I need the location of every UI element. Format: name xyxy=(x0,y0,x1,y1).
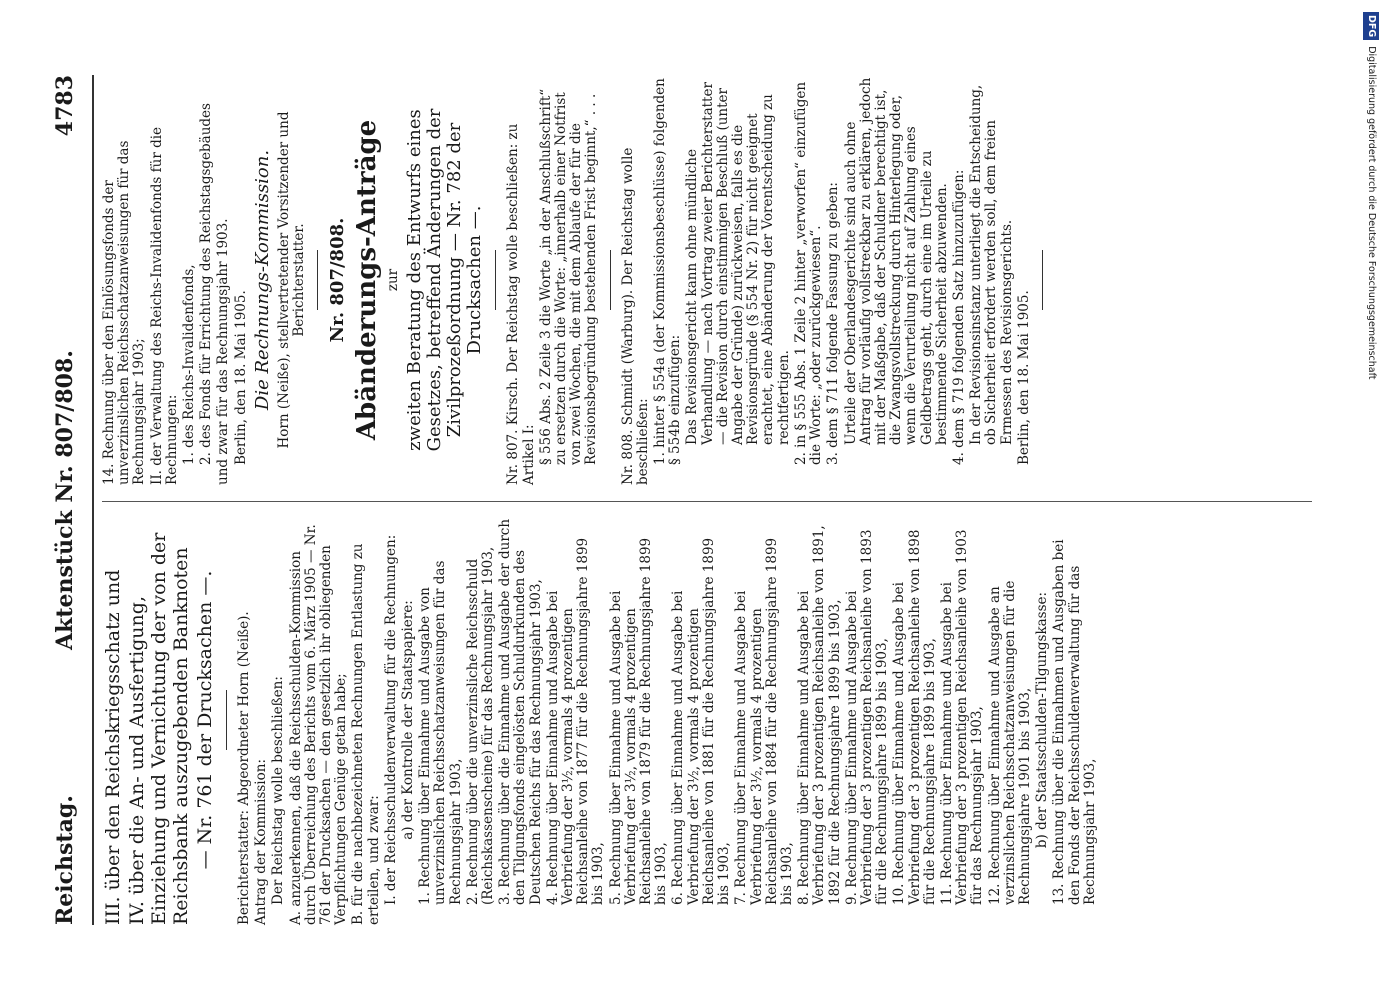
left-para: 2. Rechnung über die unverzinsliche Reichsschuld (Reichskassenscheine) für das Rechnungsjahr 1903, xyxy=(464,546,497,905)
left-para: a) der Kontrolle der Staatspapiere: xyxy=(400,600,417,840)
left-para: III. über den Reichskriegsschatz und xyxy=(102,569,124,925)
nr808-item: Urteile der Oberlandesgerichte sind auch ohne Antrag für vorläufig vollstreckbar zu erklären, jedoch mit der Maßgabe, daß der Schuldner berechtigt ist, die Zwangsvollstreckung durch Hinterlegung oder, wenn die Verurteilung nicht auf Zahlung eines Geldbetrags geht, durch eine im Urteile zu bestimmende Sicherheit abzuwenden. xyxy=(842,77,950,445)
zur-label: zur xyxy=(385,268,402,292)
separator xyxy=(610,250,611,310)
left-para: — Nr. 761 der Drucksachen —. xyxy=(194,570,216,870)
left-para: 4. Rechnung über Einnahme und Ausgabe bei Verbriefung der 3½, vormals 4 prozentigen Reichsanleihe von 1877 für die Rechnungsjahre 1899 bis 1903, xyxy=(544,537,607,905)
page-number: 4783 xyxy=(52,75,78,137)
column-divider xyxy=(102,501,1312,502)
right-para: II. der Verwaltung des Reichs-Invalidenfonds für die Rechnungen: xyxy=(148,126,180,485)
nr808-item: In der Revisionsinstanz unterliegt die Entscheidung, ob Sicherheit erfordert werden soll, dem freien Ermessen des Revisionsgerichts. xyxy=(968,84,1015,445)
left-para: 11. Rechnung über Einnahme und Ausgabe bei Verbriefung der 3 prozentigen Reichsanleihe von 1903 für das Rechnungsjahr 1903, xyxy=(938,529,986,905)
right-para: 14. Rechnung über den Einlösungsfonds der unverzinslichen Reichsschatzanweisungen für das Rechnungsjahr 1903; xyxy=(101,140,148,485)
right-para: und zwar für das Rechnungsjahr 1903. xyxy=(215,218,232,485)
nr808-item: 3. dem § 711 folgende Fassung zu geben: xyxy=(825,182,842,465)
left-column xyxy=(102,515,1100,925)
commission-title: Die Rechnungs-Kommission. xyxy=(251,149,273,411)
left-para: I. der Reichsschuldenverwaltung für die Rechnungen: xyxy=(382,534,399,905)
left-para: 5. Rechnung über Einnahme und Ausgabe bei Verbriefung der 3½, vormals 4 prozentigen Reichsanleihe von 1879 für die Rechnungsjahre 1899 bis 1903, xyxy=(607,537,670,905)
signers: Horn (Neiße), stellvertretender Vorsitzender und Berichterstatter. xyxy=(275,111,308,449)
left-para: 10. Rechnung über Einnahme und Ausgabe bei Verbriefung der 3 prozentigen Reichsanleihe von 1898 für die Rechnungsjahre 1899 bis 1903, xyxy=(891,529,938,905)
date-line: Berlin, den 18. Mai 1905. xyxy=(232,290,249,465)
header-rule xyxy=(92,75,94,925)
nr808-item: Das Revisionsgericht kann ohne mündliche Verhandlung — nach Vortrag zweier Berichterstatter — die Revision durch einstimmigen Beschluß (unter Angabe der Gründe) zurückweisen, falls es die Revisionsgründe (§ 554 Nr. 2) für nicht geeignet erachtet, eine Abänderung der Vorentscheidung zu rechtfertigen. xyxy=(684,82,792,445)
left-para: B. für die nachbezeichneten Rechnungen Entlastung zu erteilen, und zwar: xyxy=(350,543,382,925)
nr808-item: 1. hinter § 554a (der Kommissionsbeschlüsse) folgenden § 554b einzufügen: xyxy=(652,78,684,465)
left-para: Berichterstatter: Abgeordneter Horn (Neiße). xyxy=(236,611,252,925)
left-para: 8. Rechnung über Einnahme und Ausgabe bei Verbriefung der 3 prozentigen Reichsanleihe von 1891, 1892 für die Rechnungsjahre 1899 bis 1903, xyxy=(796,525,843,905)
right-para: 1. des Reichs-Invalidenfonds, xyxy=(181,264,198,465)
left-para: 3. Rechnung über die Einnahme und Ausgabe der durch den Tilgungsfonds eingelösten Schuldurkunden des Deutschen Reichs für das Rechnungsjahr 1903, xyxy=(497,518,544,905)
right-column xyxy=(102,75,1053,485)
left-para: Der Reichstag wolle beschließen: xyxy=(270,676,287,905)
left-para: Antrag der Kommission: xyxy=(253,759,270,925)
left-para: IV. über die An- und Ausfertigung, Einziehung und Vernichtung der von der Reichsbank auszugebenden Banknoten xyxy=(126,532,192,925)
left-para: A. anzuerkennen, daß die Reichsschulden-Kommission durch Überreichung des Berichts vom 6. März 1905 — Nr. 761 der Drucksachen — den gesetzlich ihr obliegenden Verpflichtungen Genüge getan habe; xyxy=(287,524,350,925)
left-para: 1. Rechnung über Einnahme und Ausgabe von unverzinslichen Reichsschatzanweisungen für das Rechnungsjahr 1903, xyxy=(417,560,464,905)
document-sheet xyxy=(40,35,1340,965)
separator xyxy=(317,250,318,310)
left-para: 9. Rechnung über Einnahme und Ausgabe bei Verbriefung der 3 prozentigen Reichsanleihe von 1893 für die Rechnungsjahre 1899 bis 1903, xyxy=(843,529,891,905)
separator xyxy=(495,250,496,310)
left-para: 12. Rechnung über Einnahme und Ausgabe an verzinslichen Reichsschatzanweisungen für die Rechnungsjahre 1901 bis 1903, xyxy=(986,580,1033,905)
nr808-item: 2. in § 555 Abs. 1 Zeile 2 hinter „verworfen“ einzufügen die Worte: „oder zurückgewiesen“. xyxy=(792,81,825,465)
left-para: 6. Rechnung über Einnahme und Ausgabe bei Verbriefung der 3½, vormals 4 prozentigen Reichsanleihe von 1881 für die Rechnungsjahre 1899 bis 1903, xyxy=(670,537,733,905)
main-heading: Abänderungs-Anträge xyxy=(352,119,383,441)
separator xyxy=(1042,250,1043,310)
left-para: b) der Staatsschulden-Tilgungskasse: xyxy=(1034,591,1051,849)
separator xyxy=(226,690,227,750)
nr807-text: § 556 Abs. 2 Zeile 3 die Worte „in der Anschlußschrift“ zu ersetzen durch die Worte: „innerhalb einer Notfrist von zwei Wochen, die mit dem Ablaufe der für die Revisionsbegründung bestehenden Frist beginnt,“ . . . xyxy=(537,88,600,465)
nr-heading: Nr. 807/808. xyxy=(327,217,349,343)
header-left: Reichstag. xyxy=(52,795,78,925)
header-center: Aktenstück Nr. 807/808. xyxy=(52,350,78,650)
nr807-title: Nr. 807. Kirsch. Der Reichstag wolle beschließen: zu Artikel I: xyxy=(505,123,537,485)
nr808-item: 4. dem § 719 folgenden Satz hinzuzufügen: xyxy=(950,169,967,465)
digitization-note xyxy=(1363,12,1379,997)
dfg-logo: DFG xyxy=(1363,12,1379,40)
date-line: Berlin, den 18. Mai 1905. xyxy=(1015,290,1032,465)
page-header xyxy=(52,75,88,925)
right-para: 2. des Fonds für Errichtung des Reichstagsgebäudes xyxy=(198,103,215,465)
left-para: 13. Rechnung über die Einnahmen und Ausgaben bei den Fonds der Reichsschuldenverwaltung für das Rechnungsjahr 1903, xyxy=(1051,539,1098,905)
digitization-text: Digitalisierung gefördert durch die Deutsche Forschungsgemeinschaft xyxy=(1366,46,1377,380)
left-para: 7. Rechnung über Einnahme und Ausgabe bei Verbriefung der 3½, vormals 4 prozentigen Reichsanleihe von 1884 für die Rechnungsjahre 1899 bis 1903, xyxy=(733,537,795,905)
nr808-title: Nr. 808. Schmidt (Warburg). Der Reichstag wolle beschließen: xyxy=(619,147,651,485)
subheading: zweiten Beratung des Entwurfs eines Gesetzes, betreffend Änderungen der Zivilprozeßordnung — Nr. 782 der Drucksachen —. xyxy=(404,108,486,452)
